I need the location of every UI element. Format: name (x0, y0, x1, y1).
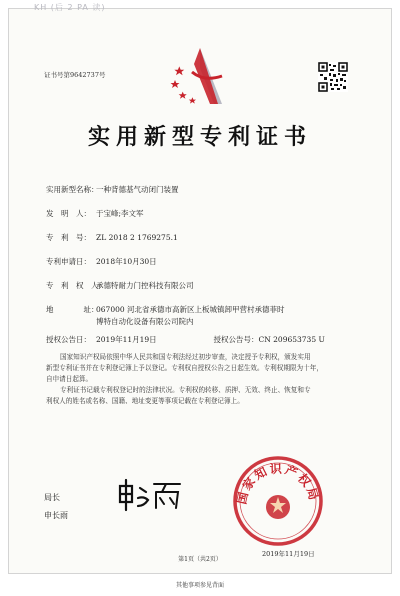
field-label: 专利申请日： (46, 257, 91, 266)
field-label: 专 利 权 人： (46, 281, 106, 290)
patent-office-emblem-icon (170, 42, 230, 112)
body-line: 国家知识产权局依照中华人民共和国专利法经过初步审查，决定授予专利权，颁发实用 (60, 353, 311, 361)
grant-number-value: CN 209653735 U (258, 335, 325, 344)
field-value: 博特自动化设备有限公司院内 (96, 317, 194, 326)
field-inventor (46, 208, 144, 219)
field-patent-number (46, 232, 178, 243)
handwritten-note: KH (后 2 PA 读) (34, 3, 106, 12)
field-application-date (46, 256, 157, 267)
field-label: 授权公告日： (46, 335, 91, 344)
body-line: 专利证书记载专利权登记时的法律状况。专利权的转移、质押、无效、终止、恢复和专 (60, 386, 311, 394)
body-line: 利权人的姓名或名称、国籍、地址变更等事项记载在专利登记簿上。 (46, 397, 244, 405)
body-paragraph (46, 352, 358, 407)
field-utility-name (46, 184, 179, 195)
field-address-cont (46, 316, 194, 327)
grant-number-label: 授权公告号： (213, 335, 259, 344)
seal-text: 国家知识产权局 (234, 461, 322, 506)
seal-date: 2019年11月19日 (262, 550, 315, 558)
qr-code-icon (318, 62, 348, 92)
field-value: ZL 2018 2 1769275.1 (96, 233, 178, 242)
signatory-name: 申长雨 (44, 511, 68, 520)
body-line: 自申请日起算。 (46, 375, 93, 383)
field-label: 实用新型名称： (46, 185, 99, 194)
page-number: 第1页（共2页） (178, 556, 222, 563)
field-grant-date (46, 334, 325, 345)
field-value: 承德特耐力门控科技有限公司 (96, 281, 194, 290)
field-value: 于宝峰;李文军 (96, 209, 144, 218)
field-value: 2019年11月19日 (96, 335, 157, 344)
certificate-title: 实用新型专利证书 (87, 124, 312, 150)
field-patentee (46, 280, 194, 291)
field-label: 地 址： (46, 305, 99, 314)
handwritten-signature (114, 478, 184, 512)
field-label: 专 利 号： (46, 233, 91, 242)
field-value: 067000 河北省承德市高新区上板城镇卸甲营村承德菲时 (96, 305, 285, 314)
field-address (46, 304, 285, 315)
official-seal-icon (232, 455, 324, 547)
signatory-role: 局长 (44, 493, 60, 502)
footer-note: 其他事项参见背面 (175, 582, 224, 589)
certificate-number: 证书号第9642737号 (44, 71, 106, 79)
field-label: 发 明 人： (46, 209, 91, 218)
field-value: 一种背德基气动闭门装置 (96, 185, 179, 194)
field-value: 2018年10月30日 (96, 257, 157, 266)
body-line: 新型专利证书并在专利登记簿上予以登记。专利权自授权公告之日起生效。专利权期限为十年， (46, 364, 323, 372)
